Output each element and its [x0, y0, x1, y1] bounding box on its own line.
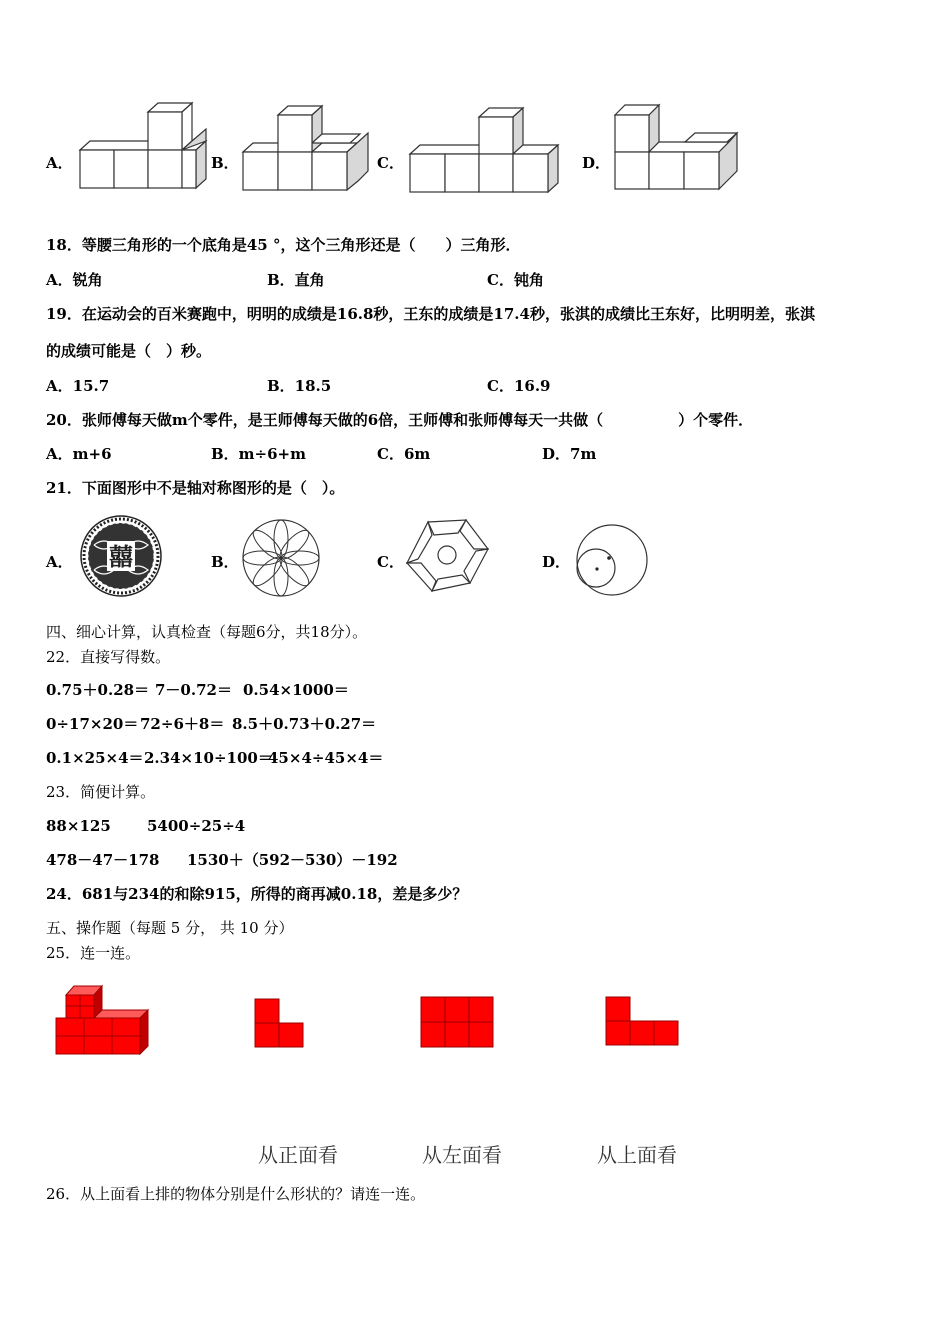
section5-title: 五、操作题（每题 5 分， 共 10 分）	[46, 919, 294, 937]
q22-problem: 2.34×10÷100＝	[144, 749, 273, 767]
q21-emblem-glyph: 囍	[109, 543, 133, 571]
q19-option-c: C．16.9	[487, 377, 551, 395]
q21-figure-b-flower	[240, 517, 322, 599]
q19-option-a: A．15.7	[46, 377, 110, 395]
q25-view-shape-3	[605, 996, 681, 1046]
q25-view-shape-2	[420, 996, 494, 1048]
q24-question: 24．681与234的和除915，所得的商再减0.18，差是多少？	[46, 885, 468, 903]
q18-option-c: C．钝角	[487, 271, 544, 289]
q21-option-d-label: D．	[542, 553, 571, 571]
q19-option-b: B．18.5	[267, 377, 332, 395]
q22-problem: 0.54×1000＝	[243, 681, 349, 699]
q26-question: 26．从上面看上排的物体分别是什么形状的？请连一连。	[46, 1185, 426, 1203]
q17-option-c-label: C．	[377, 154, 404, 172]
q19-question-line2: 的成绩可能是（ ）秒。	[46, 342, 212, 360]
q22-problem: 0.75＋0.28＝	[46, 681, 150, 699]
q25-title: 25．连一连。	[46, 944, 141, 962]
q20-question: 20．张师傅每天做m个零件，是王师傅每天做的6倍，王师傅和张师傅每天一共做（ ）个零件．	[46, 411, 754, 429]
q23-title: 23．简便计算。	[46, 783, 156, 801]
q21-figure-c-pinwheel	[404, 517, 490, 597]
q22-title: 22．直接写得数。	[46, 648, 171, 666]
q20-option-c: C．6m	[377, 445, 431, 463]
q17-option-b-label: B．	[211, 154, 239, 172]
q18-option-a: A．锐角	[46, 271, 103, 289]
q21-option-c-label: C．	[377, 553, 404, 571]
q20-option-b: B．m÷6+m	[211, 445, 306, 463]
q19-question-line1: 19．在运动会的百米赛跑中，明明的成绩是16.8秒，王东的成绩是17.4秒，张淇的成绩比王东好，比明明差，张淇	[46, 305, 815, 323]
q17-option-a-label: A．	[46, 154, 73, 172]
q22-problem: 72÷6＋8＝	[140, 715, 225, 733]
q20-option-d: D．7m	[542, 445, 597, 463]
q23-problem: 1530＋（592－530）－192	[187, 851, 398, 869]
q23-problem: 88×125	[46, 817, 111, 835]
q20-option-a: A．m+6	[46, 445, 112, 463]
q22-problem: 0.1×25×4＝	[46, 749, 144, 767]
q25-caption-top: 从上面看	[597, 1143, 677, 1167]
q17-figure-d	[0, 0, 950, 220]
section4-title: 四、细心计算，认真检查（每题6分，共18分）。	[46, 623, 368, 641]
q21-option-a-label: A．	[46, 553, 73, 571]
q25-3d-block	[50, 982, 155, 1057]
q25-caption-left: 从左面看	[422, 1143, 502, 1167]
q22-problem: 8.5＋0.73＋0.27＝	[232, 715, 377, 733]
q22-problem: 7－0.72＝	[155, 681, 232, 699]
q21-figure-d-circles	[572, 520, 652, 600]
q21-option-b-label: B．	[211, 553, 239, 571]
q17-option-d-label: D．	[582, 154, 611, 172]
q21-question: 21．下面图形中不是轴对称图形的是（ ）。	[46, 479, 345, 497]
q23-problem: 5400÷25÷4	[147, 817, 246, 835]
q22-problem: 0÷17×20＝	[46, 715, 139, 733]
q25-view-shape-1	[254, 998, 306, 1048]
q18-option-b: B．直角	[267, 271, 325, 289]
q21-figure-a-emblem	[80, 515, 162, 597]
q22-problem: 45×4÷45×4＝	[268, 749, 384, 767]
q23-problem: 478－47－178	[46, 851, 160, 869]
q18-question: 18．等腰三角形的一个底角是45 °，这个三角形还是（ ）三角形．	[46, 236, 521, 254]
q25-caption-front: 从正面看	[258, 1143, 338, 1167]
